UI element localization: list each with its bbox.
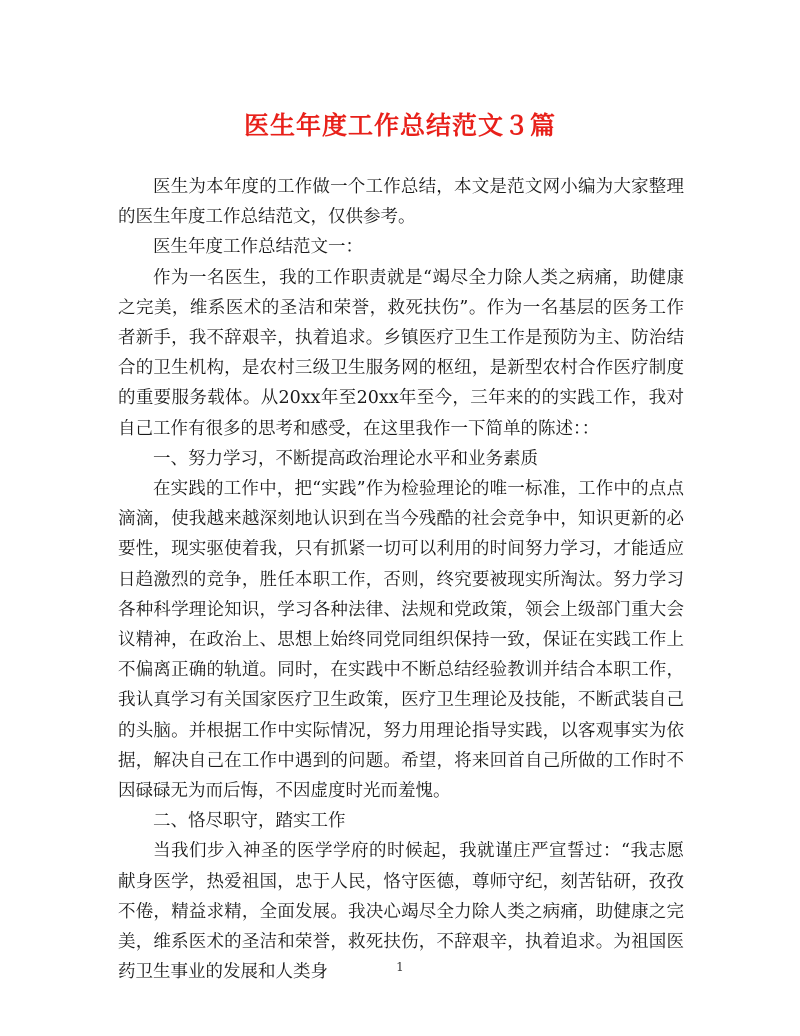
document-title: 医生年度工作总结范文３篇 (243, 111, 556, 140)
body-paragraph: 当我们步入神圣的医学学府的时候起，我就谨庄严宣誓过：“我志愿献身医学，热爱祖国，忠于人民，恪守医德，尊师守纪，刻苦钻研，孜孜不倦，精益求精，全面发展。我决心竭尽全力除人类之病痛，助健康之完美，维系医术的圣洁和荣誉，救死扶伤，不辞艰辛，执着追求。为祖国医药卫生事业的发展和人类身 (118, 841, 684, 983)
body-paragraph: 在实践的工作中，把“实践”作为检验理论的唯一标准，工作中的点点滴滴，使我越来越深刻地认识到在当今残酷的社会竞争中，知识更新的必要性，现实驱使着我，只有抓紧一切可以利用的时间努力学习，才能适应日趋激烈的竞争，胜任本职工作，否则，终究要被现实所淘汰。努力学习各种科学理论知识，学习各种法律、法规和党政策，领会上级部门重大会议精神，在政治上、思想上始终同党同组织保持一致，保证在实践工作上不偏离正确的轨道。同时，在实践中不断总结经验教训并结合本职工作，我认真学习有关国家医疗卫生政策，医疗卫生理论及技能，不断武装自己的头脑。并根据工作中实际情况，努力用理论指导实践，以客观事实为依据，解决自己在工作中遇到的问题。希望，将来回首自己所做的工作时不因碌碌无为而后悔，不因虚度时光而羞愧。 (118, 479, 684, 802)
body-paragraph: 作为一名医生，我的工作职责就是“竭尽全力除人类之病痛，助健康之完美，维系医术的圣洁和荣誉，救死扶伤”。作为一名基层的医务工作者新手，我不辞艰辛，执着追求。乡镇医疗卫生工作是预防为主、防治结合的卫生机构，是农村三级卫生服务网的枢纽，是新型农村合作医疗制度的重要服务载体。从20xx年至20xx年至今，三年来的的实践工作，我对自己工作有很多的思考和感受，在这里我作一下简单的陈述：： (118, 267, 684, 439)
page-number: 1 (396, 960, 404, 974)
section-heading-study: 一、努力学习，不断提高政治理论水平和业务素质 (153, 448, 538, 469)
intro-paragraph: 医生为本年度的工作做一个工作总结，本文是范文网小编为大家整理的医生年度工作总结范文，仅供参考。 (118, 177, 684, 228)
document-body (118, 172, 684, 987)
section-heading-sample-one: 医生年度工作总结范文一： (153, 237, 363, 258)
section-heading-duty: 二、恪尽职守，踏实工作 (153, 811, 346, 832)
